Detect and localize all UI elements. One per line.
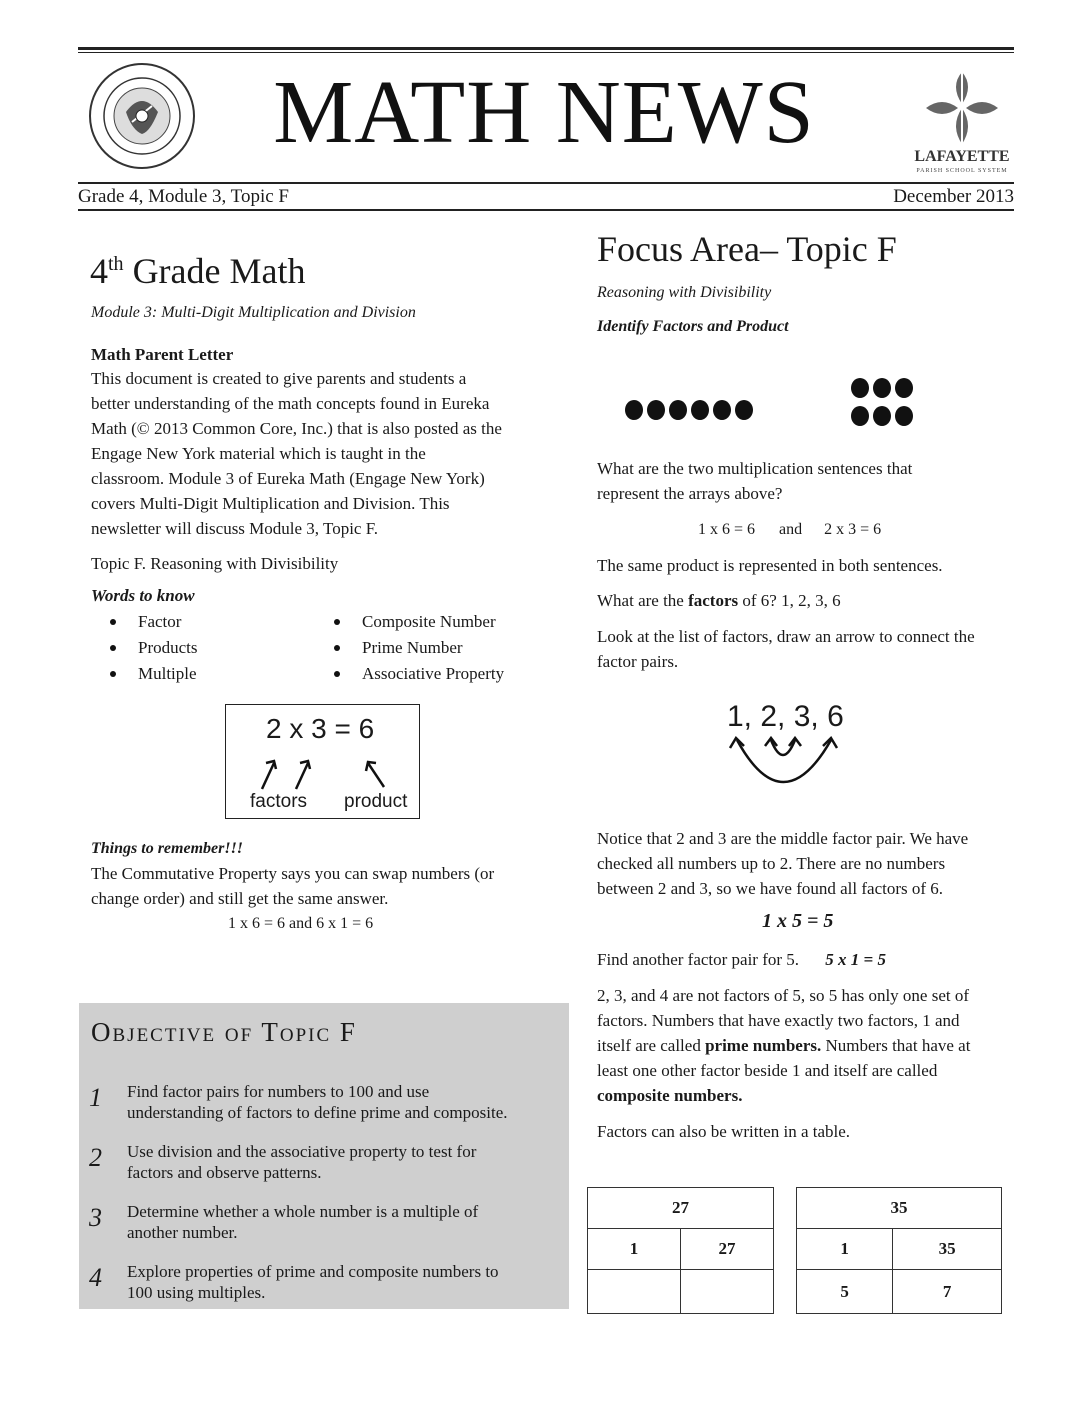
right-title: Focus Area– Topic F xyxy=(597,229,897,269)
table-header: 35 xyxy=(797,1188,1002,1229)
bullet-icon xyxy=(110,671,116,677)
title-sup: th xyxy=(108,253,124,275)
pl-line: better understanding of the math concepts found in Eureka xyxy=(91,394,490,413)
eq-row xyxy=(698,517,881,542)
find-answer: 5 x 1 = 5 xyxy=(825,950,886,969)
date: December 2013 xyxy=(893,186,1014,207)
header-bottom-rule xyxy=(78,182,1014,184)
list-item: Associative Property xyxy=(334,661,504,687)
title-num: 4 xyxy=(90,251,108,291)
remember-heading: Things to remember!!! xyxy=(91,840,244,857)
lafayette-logo xyxy=(908,68,1016,180)
factor-pair-arrows xyxy=(727,734,857,794)
left-title xyxy=(90,250,306,292)
list-item: Products xyxy=(110,635,198,661)
diagram-label-factors: factors xyxy=(250,791,308,812)
array-2x3 xyxy=(851,378,913,426)
prime-composite-text: 2, 3, and 4 are not factors of 5, so 5 has only one set of factors. Numbers that have exactly two factors, 1 and itself are called prime numbers. Numbers that have at least one other factor beside 1 and itself are called composite numbers. xyxy=(597,986,971,1105)
words-col1 xyxy=(110,609,198,687)
pl-line: classroom. Module 3 of Eureka Math (Engage New York) xyxy=(91,469,485,488)
topic-line: Topic F. Reasoning with Divisibility xyxy=(91,554,339,573)
table-header: 27 xyxy=(588,1188,774,1229)
eq-big: 1 x 5 = 5 xyxy=(762,910,834,932)
grade-line: Grade 4, Module 3, Topic F xyxy=(78,186,289,207)
remember-example: 1 x 6 = 6 and 6 x 1 = 6 xyxy=(228,915,374,932)
factor-table-35 xyxy=(796,1187,1002,1314)
eq-and: and xyxy=(779,521,803,538)
factor-table-27 xyxy=(587,1187,774,1314)
module-subtitle: Module 3: Multi-Digit Multiplication and Division xyxy=(91,304,416,321)
pl-line: newsletter will discuss Module 3, Topic F. xyxy=(91,519,379,538)
pl-line: covers Multi-Digit Multiplication and Division. This xyxy=(91,494,450,513)
masthead-title: MATH NEWS xyxy=(273,63,815,162)
factors-product-diagram xyxy=(225,704,420,819)
right-subheading: Identify Factors and Product xyxy=(597,318,789,335)
pl-line: Math (© 2013 Common Core, Inc.) that is also posted as the xyxy=(91,419,502,438)
bullet-icon xyxy=(334,619,340,625)
table-cell xyxy=(588,1270,681,1314)
diagram-label-product: product xyxy=(344,791,408,812)
header-sub-rule xyxy=(78,209,1014,211)
table-cell: 27 xyxy=(681,1229,774,1270)
top-rule-thick xyxy=(78,47,1014,50)
array-1x6 xyxy=(625,400,753,420)
bullet-icon xyxy=(334,671,340,677)
objective-title: Objective of Topic F xyxy=(91,1017,357,1047)
parent-letter-heading: Math Parent Letter xyxy=(91,345,234,364)
table-cell: 35 xyxy=(893,1229,1002,1270)
list-item: Prime Number xyxy=(334,635,504,661)
eq-a: 1 x 6 = 6 xyxy=(698,521,756,538)
factor-list: 1, 2, 3, 6 xyxy=(727,700,844,733)
logo-subtitle: PARISH SCHOOL SYSTEM xyxy=(916,168,1008,174)
diagram-equation: 2 x 3 = 6 xyxy=(266,713,375,744)
notice-text: Notice that 2 and 3 are the middle factor pair. We have checked all numbers up to 2. There are no numbers between 2 and 3, so we have found all factors of 6. xyxy=(597,829,969,898)
parent-letter-body xyxy=(91,366,551,541)
words-col2 xyxy=(334,609,504,687)
diagram-arrows xyxy=(226,753,419,793)
table-cell: 5 xyxy=(797,1270,893,1314)
table-cell xyxy=(681,1270,774,1314)
arrow-instruction: Look at the list of factors, draw an arrow to connect the factor pairs. xyxy=(597,627,975,671)
list-item: Multiple xyxy=(110,661,198,687)
pl-line: Engage New York material which is taught in the xyxy=(91,444,426,463)
list-item: Composite Number xyxy=(334,609,504,635)
words-heading: Words to know xyxy=(91,586,195,605)
question1: What are the two multiplication sentences that represent the arrays above? xyxy=(597,459,913,503)
dot-arrays xyxy=(620,374,920,436)
right-subtitle: Reasoning with Divisibility xyxy=(597,284,772,301)
lafayette-cross-icon xyxy=(908,68,1016,148)
logo-name: LAFAYETTE xyxy=(914,148,1010,165)
factors-question: What are the factors of 6? 1, 2, 3, 6 xyxy=(597,591,841,610)
table-intro: Factors can also be written in a table. xyxy=(597,1122,851,1141)
bullet-icon xyxy=(334,645,340,651)
find-another: Find another factor pair for 5. 5 x 1 = 5 xyxy=(597,950,886,969)
objective-box: Objective of Topic F 1 Find factor pairs for numbers to 100 and use understanding of factors to define prime and composite. 2 Use division and the associative property to test for factors and observe patterns. 3 Determine whether a whole number is a multiple of another number. 4 Explore properties of prime and composite numbers to 100 using multiples. xyxy=(79,1003,569,1309)
bullet-icon xyxy=(110,645,116,651)
remember-body: The Commutative Property says you can swap numbers (or change order) and still get the same answer. xyxy=(91,864,495,908)
title-rest: Grade Math xyxy=(123,251,306,291)
same-product: The same product is represented in both sentences. xyxy=(597,556,943,575)
bullet-icon xyxy=(110,619,116,625)
table-cell: 1 xyxy=(588,1229,681,1270)
list-item: Factor xyxy=(110,609,198,635)
top-rule-thin xyxy=(78,52,1014,53)
pl-line: This document is created to give parents and students a xyxy=(91,369,467,388)
table-cell: 1 xyxy=(797,1229,893,1270)
table-cell: 7 xyxy=(893,1270,1002,1314)
eq-b: 2 x 3 = 6 xyxy=(824,521,882,538)
